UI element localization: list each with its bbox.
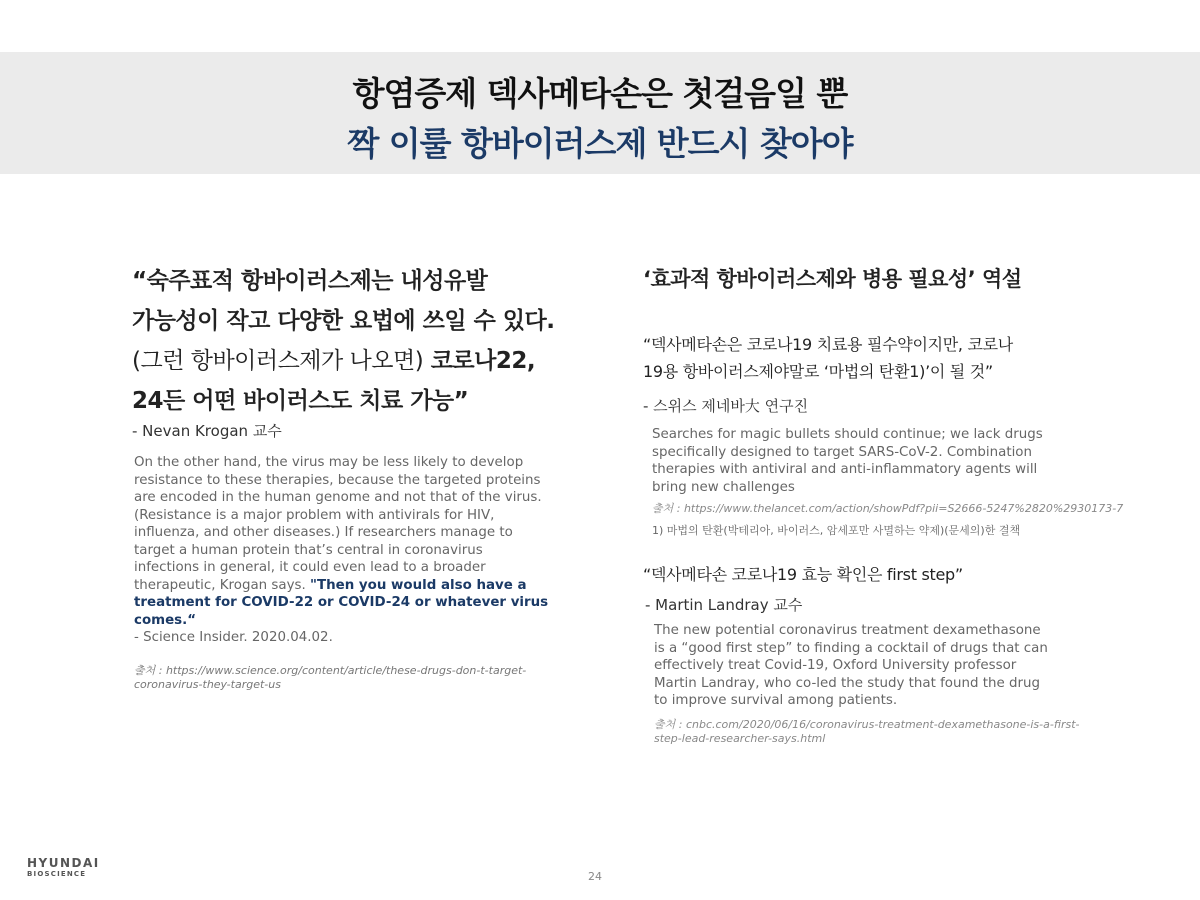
body-line: Martin Landray, who co-led the study that found the drug [654, 675, 1040, 691]
left-body-text [134, 454, 548, 647]
body-line: (Resistance is a major problem with antivirals for HIV, [134, 507, 495, 523]
body-line: resistance to these therapies, because the targeted proteins [134, 472, 541, 488]
right-body2 [654, 622, 1048, 710]
source-line: 출처 : https://www.science.org/content/article/these-drugs-don-t-target- [134, 664, 527, 677]
body-line: The new potential coronavirus treatment dexamethasone [654, 623, 1041, 638]
logo-line1: HYUNDAI [27, 856, 100, 870]
right-body1 [652, 426, 1043, 496]
body-line: are encoded in the human genome and not that of the virus. [134, 490, 542, 505]
left-quote-line: “숙주표적 항바이러스제는 내성유발 [132, 268, 488, 294]
body-line: influenza, and other diseases.) If researchers manage to [134, 525, 513, 540]
body-line: Searches for magic bullets should continue; we lack drugs [652, 427, 1043, 442]
right-quote1-line: “덱사메타손은 코로나19 치료용 필수약이지만, 코로나 [643, 335, 1013, 354]
right-source1: 출처 : https://www.thelancet.com/action/showPdf?pii=S2666-5247%2820%2930173-7 [652, 502, 1124, 515]
source-line: step-lead-researcher-says.html [654, 732, 826, 745]
highlight-line: treatment for COVID-22 or COVID-24 or whatever virus [134, 595, 549, 610]
left-source [134, 664, 526, 692]
left-quote-paren-text: (그런 항바이러스제가 나오면) [132, 348, 424, 374]
body-line: to improve survival among patients. [654, 693, 898, 708]
slide-title-line2: 짝 이룰 항바이러스제 반드시 찾아야 [347, 124, 853, 163]
body-line: On the other hand, the virus may be less likely to develop [134, 455, 524, 470]
source-line: coronavirus-they-target-us [134, 678, 281, 691]
highlight-line: comes.“ [134, 612, 197, 628]
body-line-text: therapeutic, Krogan says. [134, 577, 306, 593]
left-quote-line: 가능성이 작고 다양한 요법에 쓰일 수 있다. [132, 308, 555, 334]
company-logo [27, 857, 100, 879]
body-line: target a human protein that’s central in coronavirus [134, 542, 483, 558]
body-line: specifically designed to target SARS-CoV-2. Combination [652, 444, 1032, 460]
left-attribution: - Nevan Krogan 교수 [132, 422, 282, 440]
citation: - Science Insider. 2020.04.02. [134, 630, 333, 645]
source-line: 출처 : cnbc.com/2020/06/16/coronavirus-treatment-dexamethasone-is-a-first- [654, 718, 1080, 731]
right-attribution2: - Martin Landray 교수 [645, 596, 803, 614]
left-quote-line [132, 342, 535, 375]
right-heading: ‘효과적 항바이러스제와 병용 필요성’ 역설 [643, 267, 1022, 291]
body-line: bring new challenges [652, 479, 795, 495]
left-quote-line: 24든 어떤 바이러스도 치료 가능” [132, 388, 469, 414]
body-line [134, 577, 548, 595]
right-quote2: “덱사메타손 코로나19 효능 확인은 first step” [643, 565, 963, 584]
page-number: 24 [588, 870, 602, 883]
body-line: effectively treat Covid-19, Oxford University professor [654, 658, 1017, 673]
left-quote-bold-text: 코로나22, [430, 348, 536, 374]
right-source2 [654, 718, 1080, 746]
body-line: infections in general, it could even lead to a broader [134, 560, 486, 575]
footnote: 1) 마법의 탄환(박테리아, 바이러스, 암세포만 사멸하는 약제)(문세의)한 결책 [652, 524, 1021, 537]
body-line: therapies with antiviral and anti-inflammatory agents will [652, 462, 1038, 477]
highlight-text: "Then you would also have a [310, 577, 527, 593]
slide-title-line1: 항염증제 덱사메타손은 첫걸음일 뿐 [352, 74, 848, 113]
logo-line2: BIOSCIENCE [27, 870, 87, 878]
body-line: is a “good first step” to finding a cocktail of drugs that can [654, 640, 1048, 656]
right-quote1-line: 19용 항바이러스제야말로 ‘마법의 탄환1)’이 될 것” [643, 362, 993, 381]
right-attribution1: - 스위스 제네바大 연구진 [643, 397, 809, 415]
